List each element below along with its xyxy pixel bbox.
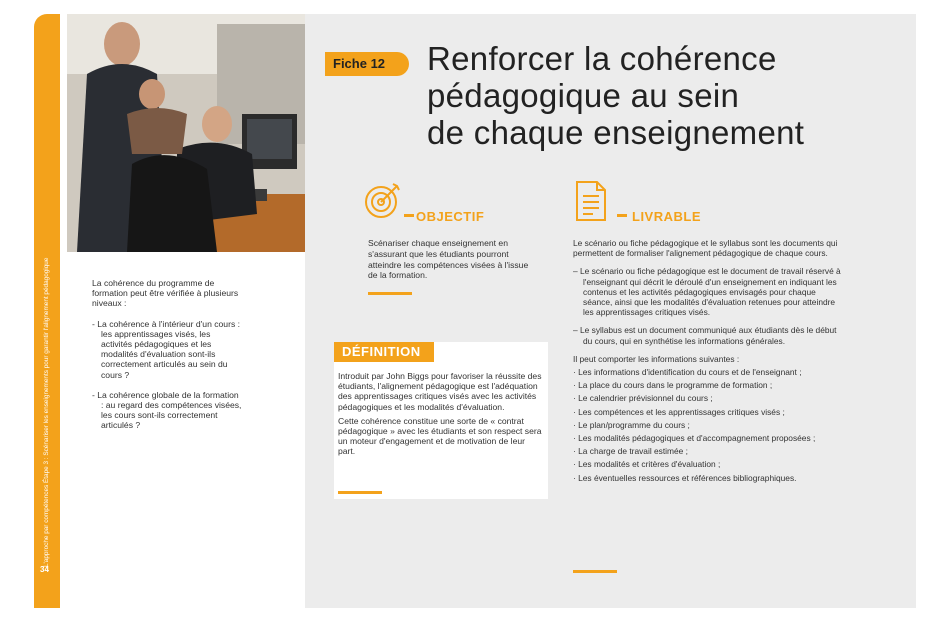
livrable-list-item: · La charge de travail estimée ; xyxy=(573,446,688,457)
left-item-1: - La cohérence à l'intérieur d'un cours : les apprentissages visés, les activités pédagogiques et les modalités d'évaluation sont-ils correctement articulés au sein du cours ? xyxy=(92,318,241,380)
livrable-list-item: · Les éventuelles ressources et références bibliographiques. xyxy=(573,472,797,483)
objectif-text: Scénariser chaque enseignement en s'assurant que les étudiants pourront atteindre les compétences visées à l'issue de la formation. xyxy=(368,238,529,281)
page-number: 34 xyxy=(40,565,49,574)
livrable-intro: Le scénario ou fiche pédagogique et le syllabus sont les documents qui permettent de formaliser l'alignement pédagogique de chaque cours. xyxy=(573,238,838,259)
left-item-2: - La cohérence globale de la formation : au regard des compétences visées, les cours sont-ils correctement articulés ? xyxy=(92,389,242,431)
livrable-list-item: · Les compétences et les apprentissages critiques visés ; xyxy=(573,406,785,417)
title-line-2: pédagogique au sein xyxy=(427,77,740,114)
livrable-label: LIVRABLE xyxy=(632,209,701,224)
livrable-text xyxy=(573,238,843,486)
livrable-list-item: · Les modalités et critères d'évaluation ; xyxy=(573,459,721,470)
livrable-list-item: · Le plan/programme du cours ; xyxy=(573,419,690,430)
definition-underline xyxy=(338,491,382,494)
objectif-label-dash xyxy=(404,214,414,217)
livrable-underline xyxy=(573,570,617,573)
left-column-text xyxy=(92,278,242,441)
students-photo xyxy=(67,14,305,252)
livrable-list-intro: Il peut comporter les informations suivantes : xyxy=(573,353,740,364)
objectif-label: OBJECTIF xyxy=(416,209,485,224)
livrable-dash-2: – Le syllabus est un document communiqué aux étudiants dès le début du cours, qui en synthétise les informations générales. xyxy=(573,325,837,346)
definition-paragraph-1: Introduit par John Biggs pour favoriser la réussite des étudiants, l'alignement pédagogique est l'adéquation des apprentissages critiques visés avec les activités pédagogiques et les modalités d'évaluation. xyxy=(338,371,542,412)
definition-paragraph-2: Cette cohérence constitue une sorte de « contrat pédagogique » avec les étudiants et son respect sera un moteur d'engagement et de motivation de leur part. xyxy=(338,415,542,457)
sidebar-vertical-text: L'approche par compétences Étape 3 : Scénariser les enseignements pour garantir l'alignement pédagogique xyxy=(43,257,50,567)
fiche-badge: Fiche 12 xyxy=(325,52,409,76)
livrable-list-item: · Les modalités pédagogiques et d'accompagnement proposées ; xyxy=(573,433,816,444)
livrable-label-dash xyxy=(617,214,627,217)
left-intro: La cohérence du programme de formation peut être vérifiée à plusieurs niveaux : xyxy=(92,278,239,309)
livrable-list-item: · Les informations d'identification du cours et de l'enseignant ; xyxy=(573,367,802,378)
objectif-underline xyxy=(368,292,412,295)
target-icon xyxy=(363,180,403,220)
sidebar-band xyxy=(34,14,60,608)
livrable-list-item: · Le calendrier prévisionnel du cours ; xyxy=(573,393,713,404)
title-line-3: de chaque enseignement xyxy=(427,114,805,151)
page-title xyxy=(427,40,897,151)
definition-text xyxy=(338,371,543,461)
document-icon xyxy=(573,180,613,220)
livrable-dash-1: – Le scénario ou fiche pédagogique est le document de travail réservé à l'enseignant qui décrit le déroulé d'un enseignement en indiquant les contenus et les activités pédagogiques envisagés pour chaque séance, ainsi que les modalités d'évaluation retenues pour atteindre les apprentissages critiques visés. xyxy=(573,266,841,318)
livrable-list-item: · La place du cours dans le programme de formation ; xyxy=(573,380,773,391)
definition-label: DÉFINITION xyxy=(334,342,434,362)
title-line-1: Renforcer la cohérence xyxy=(427,40,777,77)
